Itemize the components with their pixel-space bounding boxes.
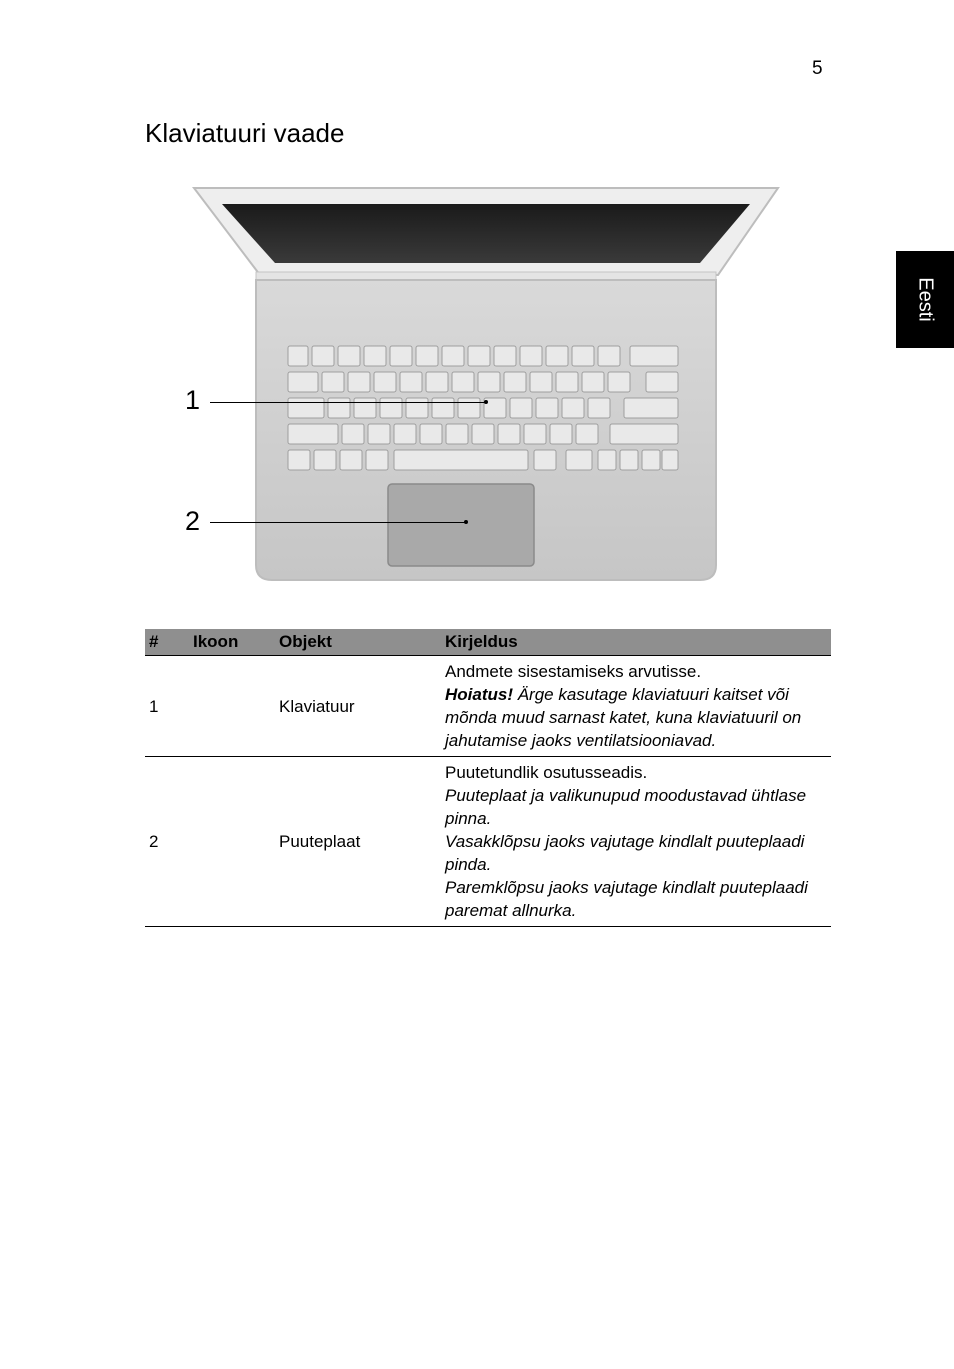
callout-2-label: 2 [185, 506, 201, 536]
callout-1-dot [484, 400, 488, 404]
row-number: 1 [145, 656, 189, 757]
warning-text: Ärge kasutage klaviatuuri kaitset või mõnda muud sarnast katet, kuna klaviatuuril on jahutamise jaoks ventilatsiooniavad. [445, 685, 802, 750]
laptop-illustration [180, 180, 800, 600]
header-description: Kirjeldus [441, 629, 831, 656]
header-icon: Ikoon [189, 629, 275, 656]
description-note: Vasakklõpsu jaoks vajutage kindlalt puuteplaadi pinda. [445, 832, 805, 874]
table-row [145, 656, 831, 757]
description-text: Andmete sisestamiseks arvutisse. [445, 662, 702, 681]
header-object: Objekt [275, 629, 441, 656]
warning-text-block [445, 685, 801, 750]
laptop-screen [222, 204, 750, 263]
page-title: Klaviatuuri vaade [145, 118, 345, 148]
row-icon [189, 757, 275, 927]
callout-1-line [210, 402, 486, 403]
table-header-row [145, 629, 831, 656]
row-icon [189, 656, 275, 757]
description-note: Paremklõpsu jaoks vajutage kindlalt puuteplaadi paremat allnurka. [445, 878, 808, 920]
warning-label: Hoiatus! [445, 685, 513, 704]
callout-2-dot [464, 520, 468, 524]
callout-1-label: 1 [185, 385, 201, 415]
component-table [145, 629, 831, 927]
header-number: # [145, 629, 189, 656]
description-note: Puuteplaat ja valikunupud moodustavad ühtlase pinna. [445, 786, 807, 828]
row-object: Puuteplaat [275, 757, 441, 927]
description-text: Puutetundlik osutusseadis. [445, 763, 648, 782]
callout-2-line [210, 522, 466, 523]
language-tab [896, 251, 954, 348]
page-number: 5 [812, 58, 823, 79]
table-row [145, 757, 831, 927]
row-description [441, 656, 831, 757]
touchpad-shape [388, 484, 534, 566]
row-object: Klaviatuur [275, 656, 441, 757]
laptop-keyboard-figure [180, 180, 800, 600]
row-description [441, 757, 831, 927]
row-number: 2 [145, 757, 189, 927]
language-tab-label: Eesti [914, 277, 937, 322]
